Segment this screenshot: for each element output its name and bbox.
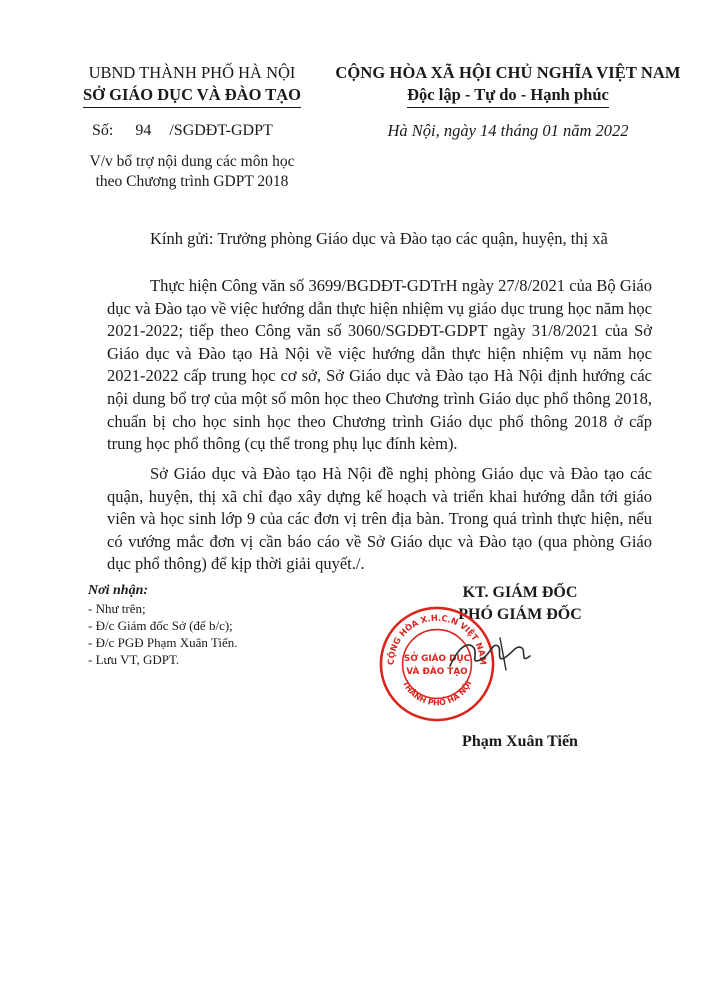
doc-number-code: /SGDĐT-GDPT [169, 122, 273, 139]
signer-title-1: KT. GIÁM ĐỐC [462, 584, 578, 601]
national-motto: Độc lập - Tự do - Hạnh phúc [407, 84, 609, 108]
issue-date: Hà Nội, ngày 14 tháng 01 năm 2022 [387, 121, 629, 140]
document-number [92, 121, 273, 141]
handwritten-signature [440, 618, 540, 688]
stamp-outer-text: CỘNG HÒA X.H.C.N VIỆT NAM [385, 612, 489, 666]
doc-number-value: 94 [135, 122, 152, 139]
recipient-item: - Đ/c Giám đốc Sở (để b/c); [88, 618, 233, 633]
agency-name: UBND THÀNH PHỐ HÀ NỘI [88, 63, 296, 82]
stamp-inner-line-2: VÀ ĐÀO TẠO [406, 666, 468, 677]
subject-line-1: V/v bổ trợ nội dung các môn học [89, 153, 295, 170]
signer-title-2: PHÓ GIÁM ĐỐC [458, 606, 582, 623]
recipient-item: - Đ/c PGĐ Phạm Xuân Tiến. [88, 635, 238, 650]
signer-name: Phạm Xuân Tiến [462, 733, 578, 750]
subject-line-2: theo Chương trình GDPT 2018 [95, 173, 289, 190]
stamp-bottom-text: THÀNH PHỐ HÀ NỘI [400, 679, 474, 708]
recipient-item: - Như trên; [88, 601, 146, 616]
body-paragraph-2: Sở Giáo dục và Đào tạo Hà Nội đề nghị phòng Giáo dục và Đào tạo các quận, huyện, thị xã chỉ đạo xây dựng kế hoạch và triển khai hướng dẫn tới giáo viên và học sinh lớp 9 của các đơn vị trên địa bàn. Trong quá trình thực hiện, nếu có vướng mắc đơn vị cần báo cáo về Sở Giáo dục và Đào tạo (qua phòng Giáo dục phổ thông) để kịp thời giải quyết./. [107, 464, 652, 574]
recipients-title: Nơi nhận: [88, 583, 149, 598]
recipient-line: Kính gửi: Trưởng phòng Giáo dục và Đào tạo các quận, huyện, thị xã [150, 229, 608, 248]
national-title-block [318, 62, 698, 108]
doc-number-label: Số: [92, 122, 114, 139]
stamp-inner-line-1: SỞ GIÁO DỤC [403, 654, 471, 665]
body-paragraph-1: Thực hiện Công văn số 3699/BGDĐT-GDTrH ngày 27/8/2021 của Bộ Giáo dục và Đào tạo về việc hướng dẫn thực hiện nhiệm vụ giáo dục trung học năm học 2021-2022; tiếp theo Công văn số 3060/SGDĐT-GDPT ngày 31/8/2021 của Sở Giáo dục và Đào tạo Hà Nội về việc hướng dẫn thực hiện nhiệm vụ năm học 2021-2022 cấp trung học cơ sở, Sở Giáo dục và Đào tạo Hà Nội định hướng các nội dung bổ trợ của một số môn học theo Chương trình Giáo dục phổ thông 2018, chuẩn bị cho học sinh học theo Chương trình Giáo dục phổ thông 2018 ở cấp trung học phổ thông (cụ thể trong phụ lục đính kèm). [107, 276, 652, 454]
nation-title: CỘNG HÒA XÃ HỘI CHỦ NGHĨA VIỆT NAM [335, 63, 681, 82]
subject-block [64, 152, 320, 192]
issuing-agency-block [62, 62, 322, 108]
department-name: SỞ GIÁO DỤC VÀ ĐÀO TẠO [83, 84, 301, 108]
recipients-list [88, 582, 238, 668]
recipient-item: - Lưu VT, GDPT. [88, 652, 180, 667]
